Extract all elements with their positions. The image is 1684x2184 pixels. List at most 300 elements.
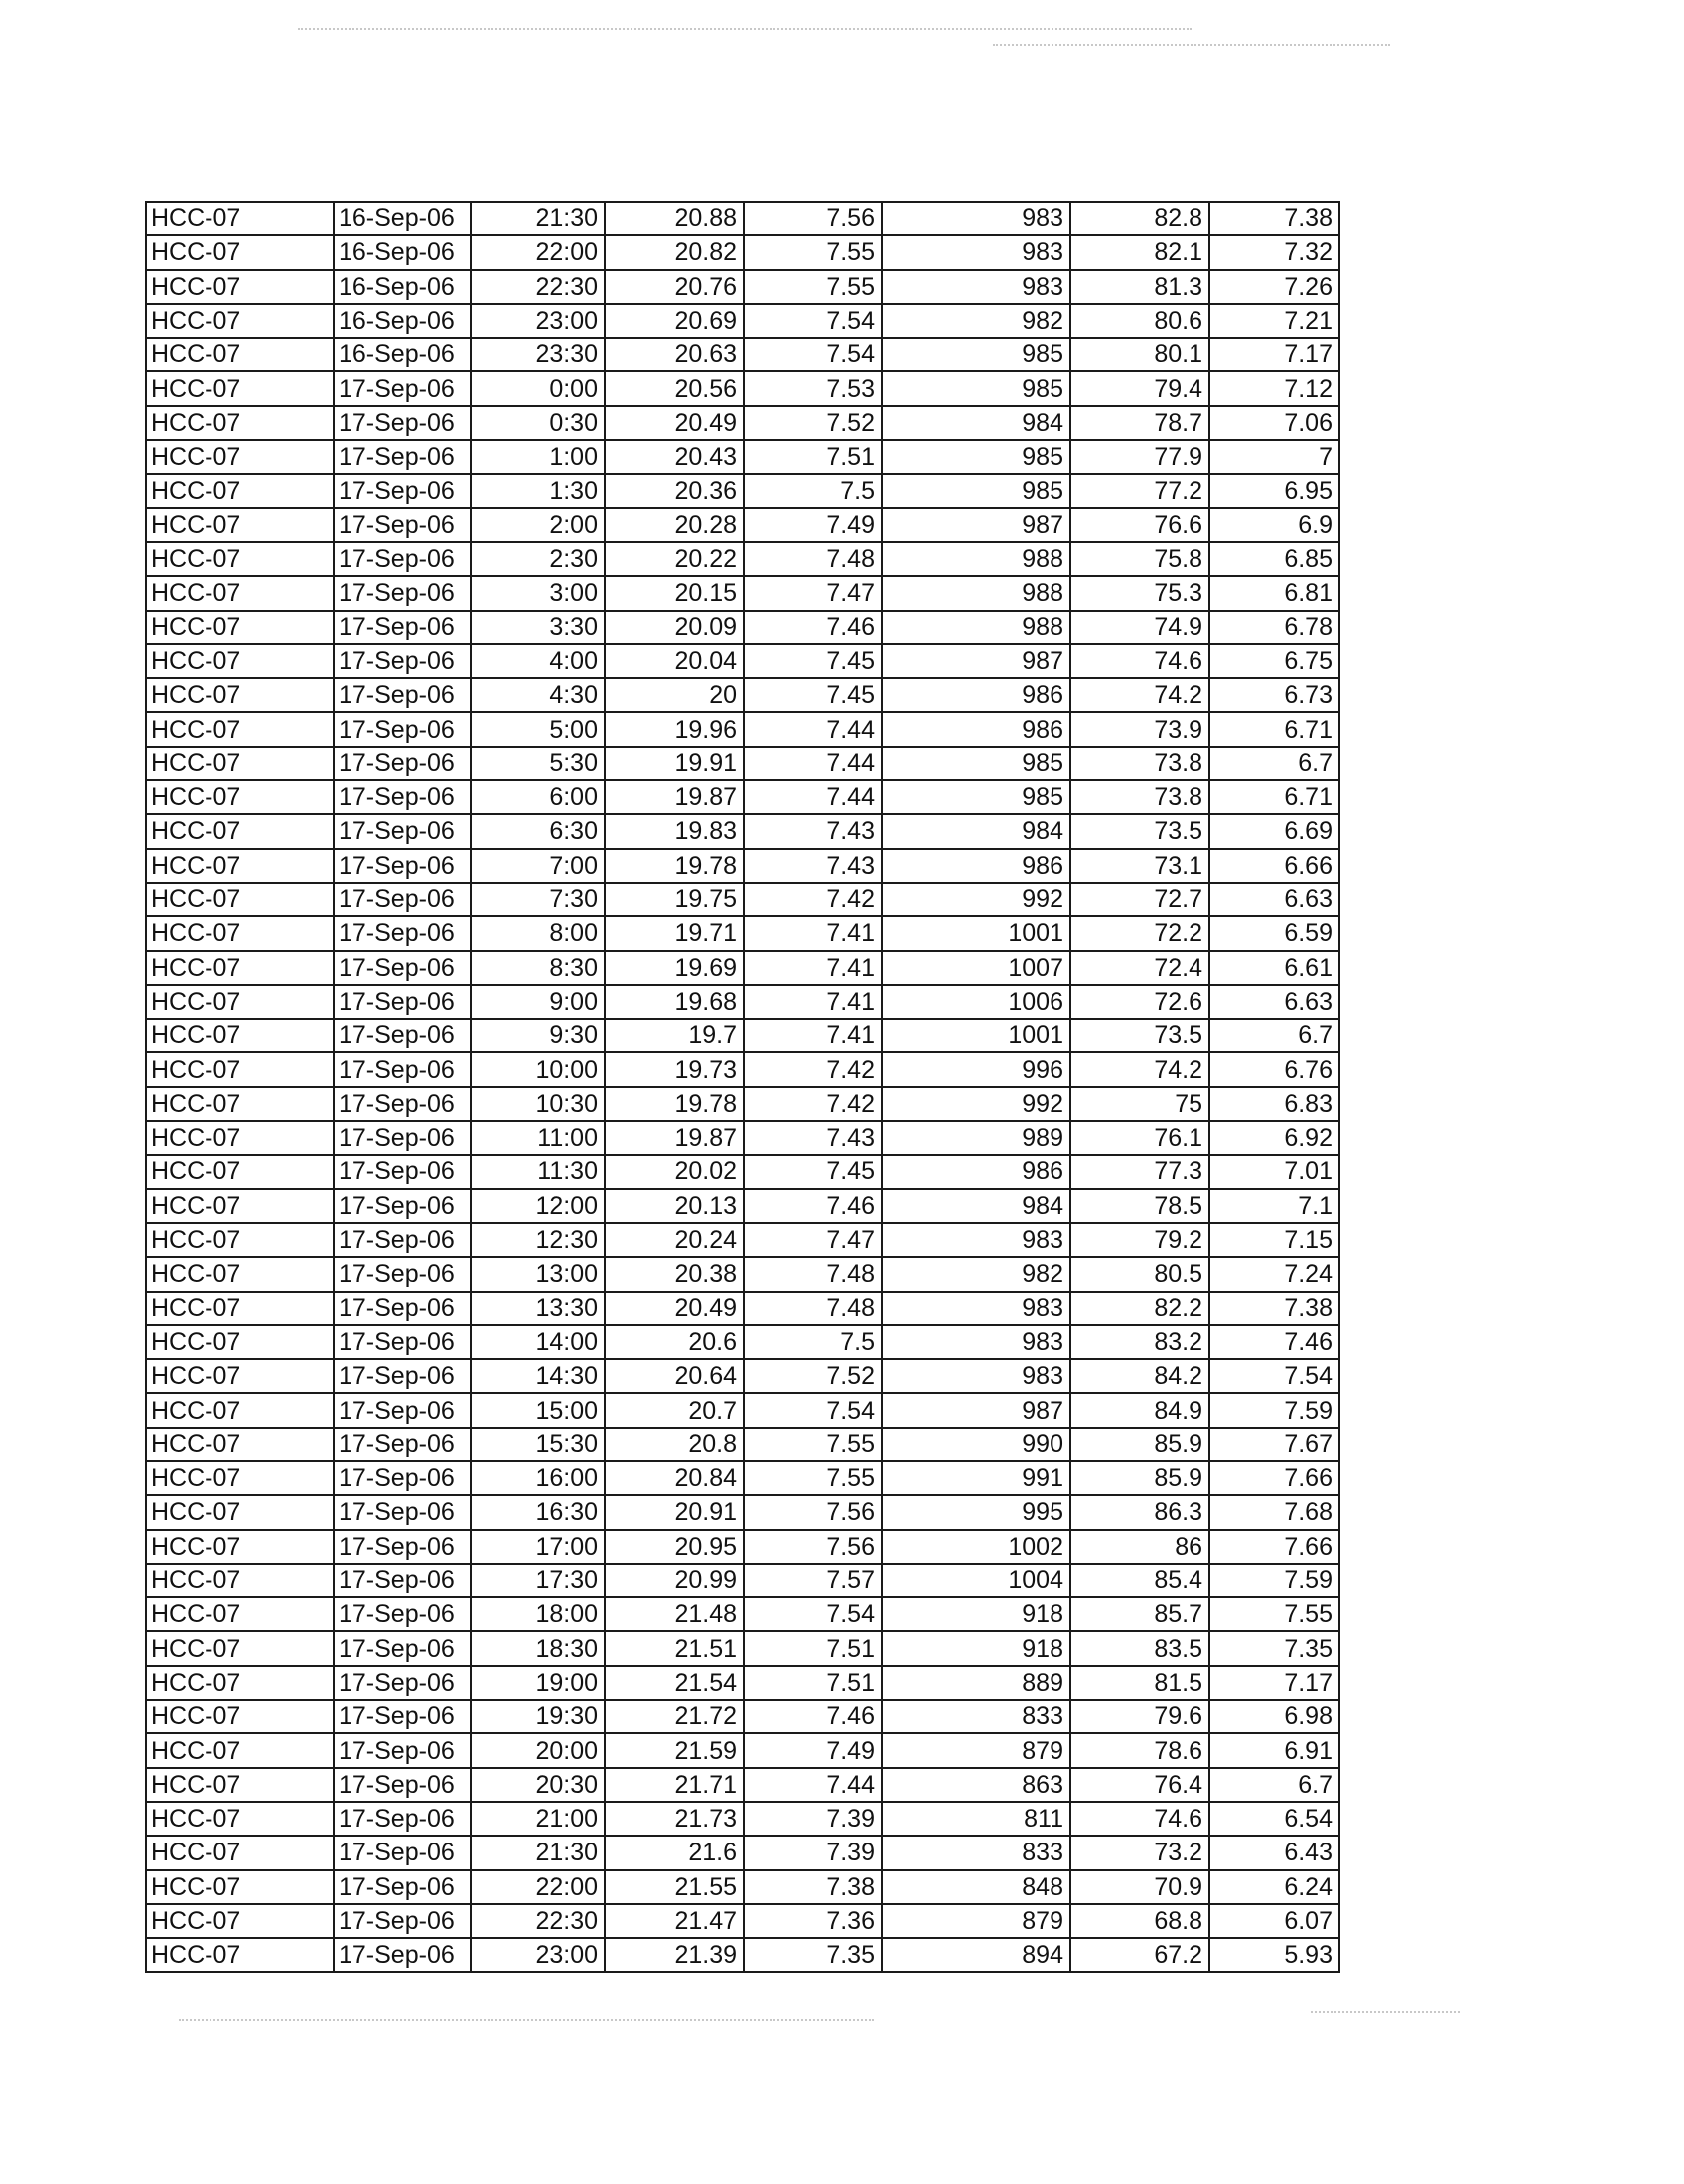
table-row — [146, 985, 1339, 1019]
cell-do-saturation: 77.9 — [1070, 440, 1209, 474]
cell-ph: 7.46 — [744, 1189, 882, 1223]
cell-do-saturation: 72.2 — [1070, 916, 1209, 950]
cell-station: HCC-07 — [146, 1155, 334, 1188]
cell-do-saturation: 76.4 — [1070, 1768, 1209, 1802]
cell-station: HCC-07 — [146, 270, 334, 304]
cell-conductivity: 985 — [882, 338, 1070, 371]
table-row — [146, 916, 1339, 950]
table-row — [146, 1530, 1339, 1564]
cell-dissolved-oxygen: 7.46 — [1209, 1325, 1339, 1359]
cell-ph: 7.55 — [744, 1461, 882, 1495]
cell-temperature: 20.99 — [605, 1564, 744, 1597]
cell-station: HCC-07 — [146, 883, 334, 916]
cell-station: HCC-07 — [146, 712, 334, 746]
cell-dissolved-oxygen: 6.63 — [1209, 985, 1339, 1019]
cell-ph: 7.57 — [744, 1564, 882, 1597]
cell-ph: 7.44 — [744, 780, 882, 814]
cell-dissolved-oxygen: 7.01 — [1209, 1155, 1339, 1188]
cell-dissolved-oxygen: 7.59 — [1209, 1564, 1339, 1597]
cell-time: 10:00 — [471, 1052, 605, 1086]
cell-station: HCC-07 — [146, 576, 334, 610]
cell-conductivity: 833 — [882, 1700, 1070, 1733]
cell-ph: 7.46 — [744, 1700, 882, 1733]
cell-ph: 7.52 — [744, 1359, 882, 1393]
cell-dissolved-oxygen: 6.83 — [1209, 1087, 1339, 1121]
cell-ph: 7.42 — [744, 883, 882, 916]
cell-ph: 7.45 — [744, 644, 882, 678]
table-row — [146, 1155, 1339, 1188]
cell-temperature: 20.13 — [605, 1189, 744, 1223]
table-row — [146, 338, 1339, 371]
cell-time: 22:30 — [471, 270, 605, 304]
cell-conductivity: 1001 — [882, 916, 1070, 950]
cell-ph: 7.52 — [744, 406, 882, 440]
cell-ph: 7.48 — [744, 1257, 882, 1291]
cell-do-saturation: 82.8 — [1070, 202, 1209, 235]
cell-conductivity: 984 — [882, 814, 1070, 848]
cell-time: 23:00 — [471, 1938, 605, 1972]
cell-dissolved-oxygen: 6.7 — [1209, 1019, 1339, 1052]
table-row — [146, 1836, 1339, 1869]
cell-do-saturation: 85.4 — [1070, 1564, 1209, 1597]
cell-date: 17-Sep-06 — [334, 1564, 471, 1597]
table-row — [146, 611, 1339, 644]
cell-time: 23:30 — [471, 338, 605, 371]
cell-ph: 7.36 — [744, 1904, 882, 1938]
cell-temperature: 20.76 — [605, 270, 744, 304]
table-row — [146, 1292, 1339, 1325]
table-row — [146, 202, 1339, 235]
cell-time: 6:30 — [471, 814, 605, 848]
cell-date: 17-Sep-06 — [334, 951, 471, 985]
cell-conductivity: 990 — [882, 1428, 1070, 1461]
cell-conductivity: 879 — [882, 1733, 1070, 1767]
cell-do-saturation: 74.9 — [1070, 611, 1209, 644]
cell-ph: 7.43 — [744, 849, 882, 883]
cell-station: HCC-07 — [146, 1461, 334, 1495]
cell-station: HCC-07 — [146, 1325, 334, 1359]
cell-do-saturation: 80.1 — [1070, 338, 1209, 371]
cell-conductivity: 982 — [882, 304, 1070, 338]
table-row — [146, 1564, 1339, 1597]
cell-station: HCC-07 — [146, 202, 334, 235]
cell-dissolved-oxygen: 6.76 — [1209, 1052, 1339, 1086]
cell-conductivity: 918 — [882, 1597, 1070, 1631]
cell-ph: 7.35 — [744, 1938, 882, 1972]
table-row — [146, 1257, 1339, 1291]
cell-date: 17-Sep-06 — [334, 678, 471, 712]
cell-date: 17-Sep-06 — [334, 1292, 471, 1325]
cell-temperature: 20.36 — [605, 474, 744, 507]
cell-conductivity: 985 — [882, 747, 1070, 780]
table-row — [146, 1666, 1339, 1700]
table-row — [146, 712, 1339, 746]
cell-temperature: 21.51 — [605, 1631, 744, 1665]
table-row — [146, 508, 1339, 542]
cell-time: 17:00 — [471, 1530, 605, 1564]
cell-time: 21:00 — [471, 1802, 605, 1836]
cell-ph: 7.43 — [744, 814, 882, 848]
cell-do-saturation: 84.2 — [1070, 1359, 1209, 1393]
cell-do-saturation: 72.7 — [1070, 883, 1209, 916]
cell-time: 16:00 — [471, 1461, 605, 1495]
cell-ph: 7.46 — [744, 611, 882, 644]
cell-temperature: 20.38 — [605, 1257, 744, 1291]
cell-time: 19:00 — [471, 1666, 605, 1700]
cell-conductivity: 984 — [882, 1189, 1070, 1223]
cell-date: 17-Sep-06 — [334, 474, 471, 507]
cell-temperature: 21.54 — [605, 1666, 744, 1700]
scan-noise-top-2 — [993, 44, 1390, 50]
table-row — [146, 1019, 1339, 1052]
table-row — [146, 678, 1339, 712]
cell-do-saturation: 75.3 — [1070, 576, 1209, 610]
cell-temperature: 19.69 — [605, 951, 744, 985]
cell-do-saturation: 82.1 — [1070, 235, 1209, 269]
cell-date: 17-Sep-06 — [334, 1393, 471, 1427]
cell-dissolved-oxygen: 7.38 — [1209, 202, 1339, 235]
cell-ph: 7.53 — [744, 371, 882, 405]
cell-dissolved-oxygen: 7.15 — [1209, 1223, 1339, 1257]
cell-station: HCC-07 — [146, 644, 334, 678]
cell-time: 1:30 — [471, 474, 605, 507]
table-row — [146, 780, 1339, 814]
table-row — [146, 270, 1339, 304]
table-row — [146, 1428, 1339, 1461]
cell-do-saturation: 77.2 — [1070, 474, 1209, 507]
cell-dissolved-oxygen: 6.66 — [1209, 849, 1339, 883]
table-row — [146, 1461, 1339, 1495]
cell-conductivity: 879 — [882, 1904, 1070, 1938]
cell-date: 17-Sep-06 — [334, 1666, 471, 1700]
cell-ph: 7.48 — [744, 1292, 882, 1325]
table-row — [146, 1223, 1339, 1257]
table-row — [146, 1393, 1339, 1427]
cell-time: 2:00 — [471, 508, 605, 542]
cell-do-saturation: 74.2 — [1070, 1052, 1209, 1086]
table-row — [146, 951, 1339, 985]
cell-dissolved-oxygen: 7.06 — [1209, 406, 1339, 440]
cell-time: 14:00 — [471, 1325, 605, 1359]
cell-conductivity: 833 — [882, 1836, 1070, 1869]
cell-do-saturation: 73.9 — [1070, 712, 1209, 746]
cell-station: HCC-07 — [146, 1223, 334, 1257]
cell-station: HCC-07 — [146, 1393, 334, 1427]
cell-station: HCC-07 — [146, 678, 334, 712]
cell-station: HCC-07 — [146, 1530, 334, 1564]
cell-station: HCC-07 — [146, 1019, 334, 1052]
cell-do-saturation: 78.5 — [1070, 1189, 1209, 1223]
cell-temperature: 20.24 — [605, 1223, 744, 1257]
table-row — [146, 883, 1339, 916]
cell-station: HCC-07 — [146, 1428, 334, 1461]
cell-dissolved-oxygen: 6.61 — [1209, 951, 1339, 985]
cell-date: 17-Sep-06 — [334, 1938, 471, 1972]
table-row — [146, 304, 1339, 338]
cell-station: HCC-07 — [146, 747, 334, 780]
table-row — [146, 1631, 1339, 1665]
cell-dissolved-oxygen: 7.1 — [1209, 1189, 1339, 1223]
cell-time: 3:00 — [471, 576, 605, 610]
cell-do-saturation: 72.4 — [1070, 951, 1209, 985]
cell-station: HCC-07 — [146, 1495, 334, 1529]
cell-time: 6:00 — [471, 780, 605, 814]
cell-temperature: 20.88 — [605, 202, 744, 235]
cell-ph: 7.49 — [744, 508, 882, 542]
cell-temperature: 20.7 — [605, 1393, 744, 1427]
cell-station: HCC-07 — [146, 371, 334, 405]
cell-station: HCC-07 — [146, 1700, 334, 1733]
cell-date: 17-Sep-06 — [334, 644, 471, 678]
cell-conductivity: 982 — [882, 1257, 1070, 1291]
cell-dissolved-oxygen: 7.32 — [1209, 235, 1339, 269]
cell-do-saturation: 74.6 — [1070, 644, 1209, 678]
cell-temperature: 20.64 — [605, 1359, 744, 1393]
cell-do-saturation: 82.2 — [1070, 1292, 1209, 1325]
cell-ph: 7.54 — [744, 1597, 882, 1631]
cell-date: 17-Sep-06 — [334, 1530, 471, 1564]
table-row — [146, 1700, 1339, 1733]
cell-dissolved-oxygen: 7.17 — [1209, 338, 1339, 371]
table-row — [146, 1802, 1339, 1836]
cell-dissolved-oxygen: 7.35 — [1209, 1631, 1339, 1665]
cell-ph: 7.39 — [744, 1836, 882, 1869]
cell-conductivity: 985 — [882, 780, 1070, 814]
scan-noise-bottom-2 — [1311, 2011, 1460, 2017]
cell-station: HCC-07 — [146, 849, 334, 883]
cell-dissolved-oxygen: 7.68 — [1209, 1495, 1339, 1529]
cell-ph: 7.45 — [744, 678, 882, 712]
cell-conductivity: 811 — [882, 1802, 1070, 1836]
table-row — [146, 1597, 1339, 1631]
cell-ph: 7.47 — [744, 576, 882, 610]
cell-ph: 7.43 — [744, 1121, 882, 1155]
cell-date: 17-Sep-06 — [334, 883, 471, 916]
cell-date: 17-Sep-06 — [334, 1870, 471, 1904]
cell-dissolved-oxygen: 6.78 — [1209, 611, 1339, 644]
cell-conductivity: 996 — [882, 1052, 1070, 1086]
cell-temperature: 20.49 — [605, 406, 744, 440]
cell-date: 17-Sep-06 — [334, 1428, 471, 1461]
cell-date: 17-Sep-06 — [334, 1631, 471, 1665]
cell-station: HCC-07 — [146, 1802, 334, 1836]
cell-temperature: 20.6 — [605, 1325, 744, 1359]
cell-dissolved-oxygen: 6.92 — [1209, 1121, 1339, 1155]
cell-conductivity: 989 — [882, 1121, 1070, 1155]
cell-temperature: 20.15 — [605, 576, 744, 610]
cell-time: 12:30 — [471, 1223, 605, 1257]
cell-temperature: 20.95 — [605, 1530, 744, 1564]
cell-station: HCC-07 — [146, 814, 334, 848]
cell-do-saturation: 73.8 — [1070, 747, 1209, 780]
cell-dissolved-oxygen: 6.9 — [1209, 508, 1339, 542]
cell-time: 21:30 — [471, 1836, 605, 1869]
cell-conductivity: 985 — [882, 371, 1070, 405]
cell-conductivity: 918 — [882, 1631, 1070, 1665]
cell-time: 15:30 — [471, 1428, 605, 1461]
cell-time: 22:00 — [471, 235, 605, 269]
cell-station: HCC-07 — [146, 1631, 334, 1665]
cell-temperature: 20.49 — [605, 1292, 744, 1325]
cell-temperature: 19.78 — [605, 849, 744, 883]
cell-dissolved-oxygen: 7.55 — [1209, 1597, 1339, 1631]
cell-ph: 7.41 — [744, 951, 882, 985]
cell-dissolved-oxygen: 7.59 — [1209, 1393, 1339, 1427]
cell-time: 0:30 — [471, 406, 605, 440]
cell-date: 17-Sep-06 — [334, 747, 471, 780]
cell-dissolved-oxygen: 7.67 — [1209, 1428, 1339, 1461]
cell-dissolved-oxygen: 7.24 — [1209, 1257, 1339, 1291]
cell-do-saturation: 70.9 — [1070, 1870, 1209, 1904]
cell-conductivity: 1002 — [882, 1530, 1070, 1564]
cell-temperature: 21.47 — [605, 1904, 744, 1938]
cell-conductivity: 987 — [882, 644, 1070, 678]
cell-time: 23:00 — [471, 304, 605, 338]
cell-date: 17-Sep-06 — [334, 508, 471, 542]
data-table-body — [146, 202, 1339, 1972]
cell-conductivity: 1007 — [882, 951, 1070, 985]
cell-date: 17-Sep-06 — [334, 1019, 471, 1052]
cell-dissolved-oxygen: 6.54 — [1209, 1802, 1339, 1836]
table-row — [146, 644, 1339, 678]
cell-ph: 7.56 — [744, 202, 882, 235]
cell-time: 5:30 — [471, 747, 605, 780]
cell-do-saturation: 67.2 — [1070, 1938, 1209, 1972]
cell-do-saturation: 73.1 — [1070, 849, 1209, 883]
cell-dissolved-oxygen: 6.75 — [1209, 644, 1339, 678]
cell-station: HCC-07 — [146, 1359, 334, 1393]
cell-conductivity: 984 — [882, 406, 1070, 440]
table-row — [146, 1870, 1339, 1904]
cell-dissolved-oxygen: 6.85 — [1209, 542, 1339, 576]
cell-conductivity: 983 — [882, 270, 1070, 304]
cell-do-saturation: 77.3 — [1070, 1155, 1209, 1188]
cell-dissolved-oxygen: 7.12 — [1209, 371, 1339, 405]
cell-time: 11:30 — [471, 1155, 605, 1188]
cell-station: HCC-07 — [146, 1733, 334, 1767]
cell-conductivity: 889 — [882, 1666, 1070, 1700]
scan-noise-top — [298, 28, 1192, 34]
table-row — [146, 474, 1339, 507]
cell-conductivity: 983 — [882, 1223, 1070, 1257]
table-row — [146, 371, 1339, 405]
cell-date: 16-Sep-06 — [334, 270, 471, 304]
cell-date: 17-Sep-06 — [334, 712, 471, 746]
cell-station: HCC-07 — [146, 440, 334, 474]
cell-temperature: 20.8 — [605, 1428, 744, 1461]
cell-dissolved-oxygen: 7 — [1209, 440, 1339, 474]
cell-time: 4:30 — [471, 678, 605, 712]
cell-dissolved-oxygen: 6.98 — [1209, 1700, 1339, 1733]
cell-station: HCC-07 — [146, 1087, 334, 1121]
cell-date: 17-Sep-06 — [334, 1700, 471, 1733]
cell-dissolved-oxygen: 6.69 — [1209, 814, 1339, 848]
cell-station: HCC-07 — [146, 1292, 334, 1325]
cell-dissolved-oxygen: 6.71 — [1209, 712, 1339, 746]
cell-date: 17-Sep-06 — [334, 1189, 471, 1223]
cell-temperature: 19.7 — [605, 1019, 744, 1052]
table-row — [146, 1733, 1339, 1767]
cell-date: 17-Sep-06 — [334, 1597, 471, 1631]
cell-do-saturation: 76.1 — [1070, 1121, 1209, 1155]
cell-conductivity: 1001 — [882, 1019, 1070, 1052]
cell-ph: 7.54 — [744, 304, 882, 338]
cell-conductivity: 1004 — [882, 1564, 1070, 1597]
cell-time: 10:30 — [471, 1087, 605, 1121]
cell-station: HCC-07 — [146, 304, 334, 338]
cell-dissolved-oxygen: 7.17 — [1209, 1666, 1339, 1700]
cell-ph: 7.47 — [744, 1223, 882, 1257]
cell-ph: 7.42 — [744, 1087, 882, 1121]
cell-date: 17-Sep-06 — [334, 1359, 471, 1393]
cell-conductivity: 988 — [882, 611, 1070, 644]
table-row — [146, 1121, 1339, 1155]
cell-ph: 7.39 — [744, 1802, 882, 1836]
cell-date: 17-Sep-06 — [334, 1155, 471, 1188]
cell-do-saturation: 78.7 — [1070, 406, 1209, 440]
cell-station: HCC-07 — [146, 235, 334, 269]
cell-station: HCC-07 — [146, 338, 334, 371]
cell-conductivity: 986 — [882, 678, 1070, 712]
cell-ph: 7.54 — [744, 338, 882, 371]
cell-conductivity: 848 — [882, 1870, 1070, 1904]
cell-dissolved-oxygen: 7.54 — [1209, 1359, 1339, 1393]
cell-station: HCC-07 — [146, 1768, 334, 1802]
cell-station: HCC-07 — [146, 542, 334, 576]
cell-temperature: 19.73 — [605, 1052, 744, 1086]
cell-temperature: 19.91 — [605, 747, 744, 780]
table-row — [146, 1189, 1339, 1223]
cell-do-saturation: 81.5 — [1070, 1666, 1209, 1700]
cell-time: 17:30 — [471, 1564, 605, 1597]
cell-do-saturation: 75 — [1070, 1087, 1209, 1121]
table-row — [146, 576, 1339, 610]
table-row — [146, 235, 1339, 269]
data-table — [145, 201, 1340, 1973]
cell-date: 17-Sep-06 — [334, 1052, 471, 1086]
cell-ph: 7.51 — [744, 1631, 882, 1665]
cell-temperature: 20.69 — [605, 304, 744, 338]
scan-noise-bottom — [179, 2019, 874, 2025]
table-row — [146, 814, 1339, 848]
cell-dissolved-oxygen: 6.24 — [1209, 1870, 1339, 1904]
cell-time: 15:00 — [471, 1393, 605, 1427]
cell-station: HCC-07 — [146, 1257, 334, 1291]
cell-ph: 7.41 — [744, 1019, 882, 1052]
cell-do-saturation: 74.6 — [1070, 1802, 1209, 1836]
cell-time: 9:30 — [471, 1019, 605, 1052]
table-row — [146, 1904, 1339, 1938]
cell-do-saturation: 86 — [1070, 1530, 1209, 1564]
cell-date: 17-Sep-06 — [334, 780, 471, 814]
cell-dissolved-oxygen: 6.63 — [1209, 883, 1339, 916]
cell-station: HCC-07 — [146, 406, 334, 440]
cell-ph: 7.55 — [744, 1428, 882, 1461]
cell-date: 17-Sep-06 — [334, 1223, 471, 1257]
cell-conductivity: 986 — [882, 712, 1070, 746]
cell-do-saturation: 78.6 — [1070, 1733, 1209, 1767]
cell-do-saturation: 84.9 — [1070, 1393, 1209, 1427]
cell-dissolved-oxygen: 7.66 — [1209, 1530, 1339, 1564]
cell-date: 17-Sep-06 — [334, 1768, 471, 1802]
cell-date: 17-Sep-06 — [334, 1121, 471, 1155]
cell-conductivity: 983 — [882, 1292, 1070, 1325]
cell-temperature: 21.6 — [605, 1836, 744, 1869]
cell-do-saturation: 79.2 — [1070, 1223, 1209, 1257]
cell-conductivity: 894 — [882, 1938, 1070, 1972]
cell-ph: 7.55 — [744, 270, 882, 304]
cell-date: 17-Sep-06 — [334, 1836, 471, 1869]
